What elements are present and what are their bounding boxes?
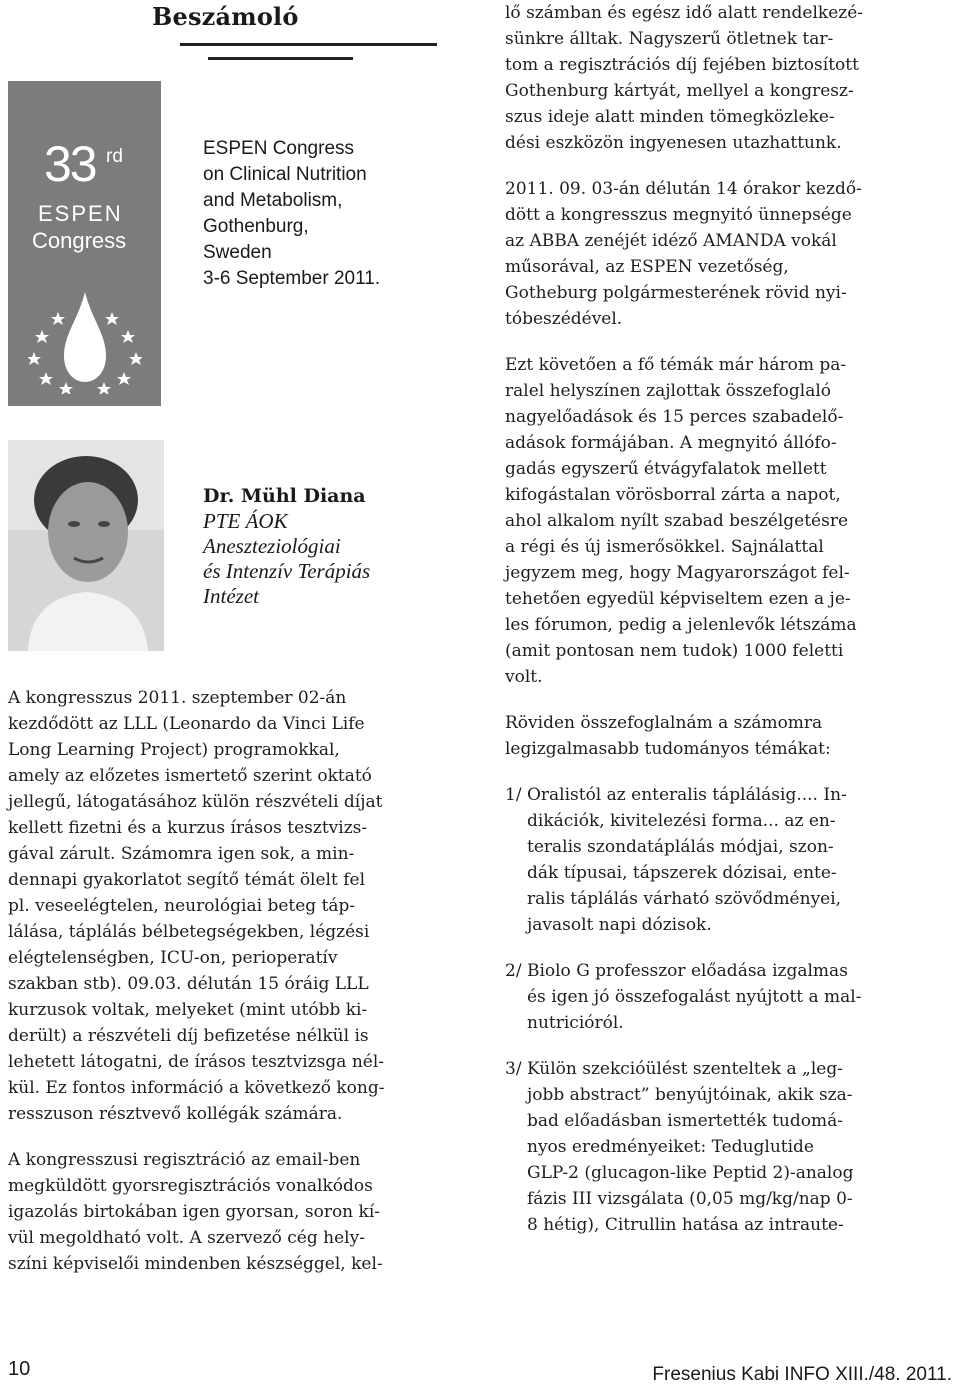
event-line: 3-6 September 2011. [203, 268, 381, 289]
text-line: megküldött gyorsregisztrációs vonalkódos [8, 1176, 373, 1196]
paragraph-gap [505, 332, 907, 352]
author-photo [8, 440, 164, 651]
text-line: tehetően egyedül képviseltem ezen a je- [505, 589, 851, 609]
text-line: adások formájában. A megnyitó állófo- [505, 433, 837, 453]
text-line: tom a regisztrációs díj fejében biztosított [505, 55, 859, 75]
paragraph [505, 0, 907, 156]
text-line: lő számban és egész idő alatt rendelkezé- [505, 3, 864, 23]
logo-org: ESPEN [38, 201, 123, 226]
text-line: tóbeszédével. [505, 309, 623, 329]
text-line: Röviden összefoglalnám a számomra [505, 713, 823, 733]
paragraph [8, 685, 436, 1127]
text-line: szakban stb). 09.03. délután 15 óráig LLL [8, 974, 369, 994]
text-line: 3/ Külön szekcióülést szenteltek a „leg- [505, 1059, 843, 1079]
paragraph [8, 1147, 436, 1277]
text-line: resszuson résztvevő kollégák számára. [8, 1104, 343, 1124]
author-affiliation-line: Intézet [203, 584, 259, 608]
text-line: színi képviselői mindenben készséggel, kel- [8, 1254, 383, 1274]
text-line: a régi és új ismerősökkel. Sajnálattal [505, 537, 824, 557]
author-affiliation-line: Aneszteziológiai [203, 534, 341, 558]
text-line: dikációk, kivitelezési forma... az en- [527, 811, 836, 831]
text-line: sünkre álltak. Nagyszerű ötletnek tar- [505, 29, 834, 49]
text-line: dennapi gyakorlatot segítő témát ölelt fel [8, 870, 366, 890]
text-line: Long Learning Project) programokkal, [8, 740, 340, 760]
text-line: nyos eredményeiket: Teduglutide [527, 1137, 814, 1157]
author-affiliation-line: és Intenzív Terápiás [203, 559, 371, 583]
text-line: lehetett látogatni, de írásos tesztvizsga nél- [8, 1052, 385, 1072]
text-line: kurzusok voltak, melyeket (mint utóbb ki- [8, 1000, 368, 1020]
text-line: teralis szondatáplálás módjai, szon- [527, 837, 834, 857]
logo-subtitle: Congress [32, 228, 127, 253]
paragraph-gap [505, 156, 907, 176]
text-line: ralel helyszínen zajlottak összefoglaló [505, 381, 832, 401]
event-line: on Clinical Nutrition [203, 164, 367, 185]
event-line: ESPEN Congress [203, 138, 355, 159]
text-line: az ABBA zenéjét idéző AMANDA vokál [505, 231, 837, 251]
text-line: (amit pontosan nem tudok) 1000 feletti [505, 641, 844, 661]
text-line: kellett fizetni és a kurzus írásos tesztvizs- [8, 818, 368, 838]
text-line: A kongresszusi regisztráció az email-ben [8, 1150, 361, 1170]
paragraph-gap [8, 1127, 436, 1147]
section-title: Beszámoló [152, 2, 299, 31]
left-column [8, 685, 436, 1277]
paragraph [505, 176, 907, 332]
text-line: 2011. 09. 03-án délután 14 órakor kezdő- [505, 179, 862, 199]
paragraph [505, 352, 907, 690]
text-line: kezdődött az LLL (Leonardo da Vinci Life [8, 714, 365, 734]
author-block [203, 484, 370, 609]
list-item [505, 782, 907, 938]
text-line: bad előadásban ismertették tudomá- [527, 1111, 843, 1131]
text-line: gával zárult. Számomra igen sok, a min- [8, 844, 355, 864]
list-item [505, 958, 907, 1036]
text-line: fázis III vizsgálata (0,05 mg/kg/nap 0- [527, 1189, 853, 1209]
text-line: jellegű, látogatásához külön részvételi díjat [8, 792, 383, 812]
text-line: derült) a részvételi díj befizetése nélkül is [8, 1026, 369, 1046]
paragraph [505, 710, 907, 762]
text-line: GLP-2 (glucagon-like Peptid 2)-analog [527, 1163, 854, 1183]
paragraph-gap [505, 690, 907, 710]
text-line: Gotheburg polgármesterének rövid nyi- [505, 283, 847, 303]
text-line: dött a kongresszus megnyitó ünnepsége [505, 205, 852, 225]
text-line: műsorával, az ESPEN vezetőség, [505, 257, 789, 277]
text-line: jobb abstract” benyújtóinak, akik sza- [527, 1085, 853, 1105]
text-line: 2/ Biolo G professzor előadása izgalmas [505, 961, 848, 981]
text-line: 8 hétig), Citrullin hatása az intraute- [527, 1215, 844, 1235]
text-line: ralis táplálás várható szövődményei, [527, 889, 842, 909]
text-line: legizgalmasabb tudományos témákat: [505, 739, 831, 759]
page-number: 10 [8, 1358, 31, 1380]
text-line: nutricióról. [527, 1013, 624, 1033]
text-line: dési eszközön ingyenesen utazhattunk. [505, 133, 842, 153]
paragraph-gap [505, 1036, 907, 1056]
drop-stars-icon [28, 290, 142, 394]
author-affiliation-line: PTE ÁOK [203, 509, 288, 533]
text-line: és igen jó összefogalást nyújtott a mal- [527, 987, 862, 1007]
text-line: kül. Ez fontos információ a következő kong- [8, 1078, 385, 1098]
text-line: Gothenburg kártyát, mellyel a kongresz- [505, 81, 854, 101]
header-rule-short [208, 57, 353, 60]
text-line: javasolt napi dózisok. [527, 915, 712, 935]
text-line: vül megoldható volt. A szervező cég hely- [8, 1228, 365, 1248]
text-line: igazolás birtokában igen gyorsan, soron kí- [8, 1202, 381, 1222]
text-line: elégtelenségben, ICU-on, perioperatív [8, 948, 338, 968]
text-line: A kongresszus 2011. szeptember 02-án [8, 688, 347, 708]
right-column [505, 0, 907, 1238]
text-line: amely az előzetes ismertető szerint oktató [8, 766, 372, 786]
text-line: ahol alkalom nyílt szabad beszélgetésre [505, 511, 849, 531]
event-line: Gothenburg, [203, 216, 309, 237]
list-item [505, 1056, 907, 1238]
logo-superscript: rd [106, 146, 123, 167]
text-line: 1/ Oralistól az enteralis táplálásig.... In- [505, 785, 847, 805]
author-name: Dr. Mühl Diana [203, 485, 366, 507]
text-line: Ezt követően a fő témák már három pa- [505, 355, 847, 375]
paragraph-gap [505, 762, 907, 782]
text-line: gadás egyszerű étvágyfalatok mellett [505, 459, 827, 479]
logo-number: 33 [44, 136, 96, 192]
text-line: nagyelőadások és 15 perces szabadelő- [505, 407, 844, 427]
header-rule [180, 43, 437, 46]
publication-footer: Fresenius Kabi INFO XIII./48. 2011. [652, 1364, 952, 1385]
text-line: jegyzem meg, hogy Magyarországot fel- [505, 563, 850, 583]
text-line: dák típusai, tápszerek dózisai, ente- [527, 863, 837, 883]
text-line: lálása, táplálás bélbetegségekben, légzési [8, 922, 370, 942]
event-line: and Metabolism, [203, 190, 343, 211]
text-line: kifogástalan vörösborral zárta a napot, [505, 485, 841, 505]
text-line: volt. [505, 667, 543, 687]
event-line: Sweden [203, 242, 272, 263]
paragraph-gap [505, 938, 907, 958]
event-info [203, 136, 380, 292]
text-line: szus ideje alatt minden tömegközleke- [505, 107, 835, 127]
text-line: les fórumon, pedig a jelenlevők létszáma [505, 615, 857, 635]
text-line: pl. veseelégtelen, neurológiai beteg táp- [8, 896, 356, 916]
